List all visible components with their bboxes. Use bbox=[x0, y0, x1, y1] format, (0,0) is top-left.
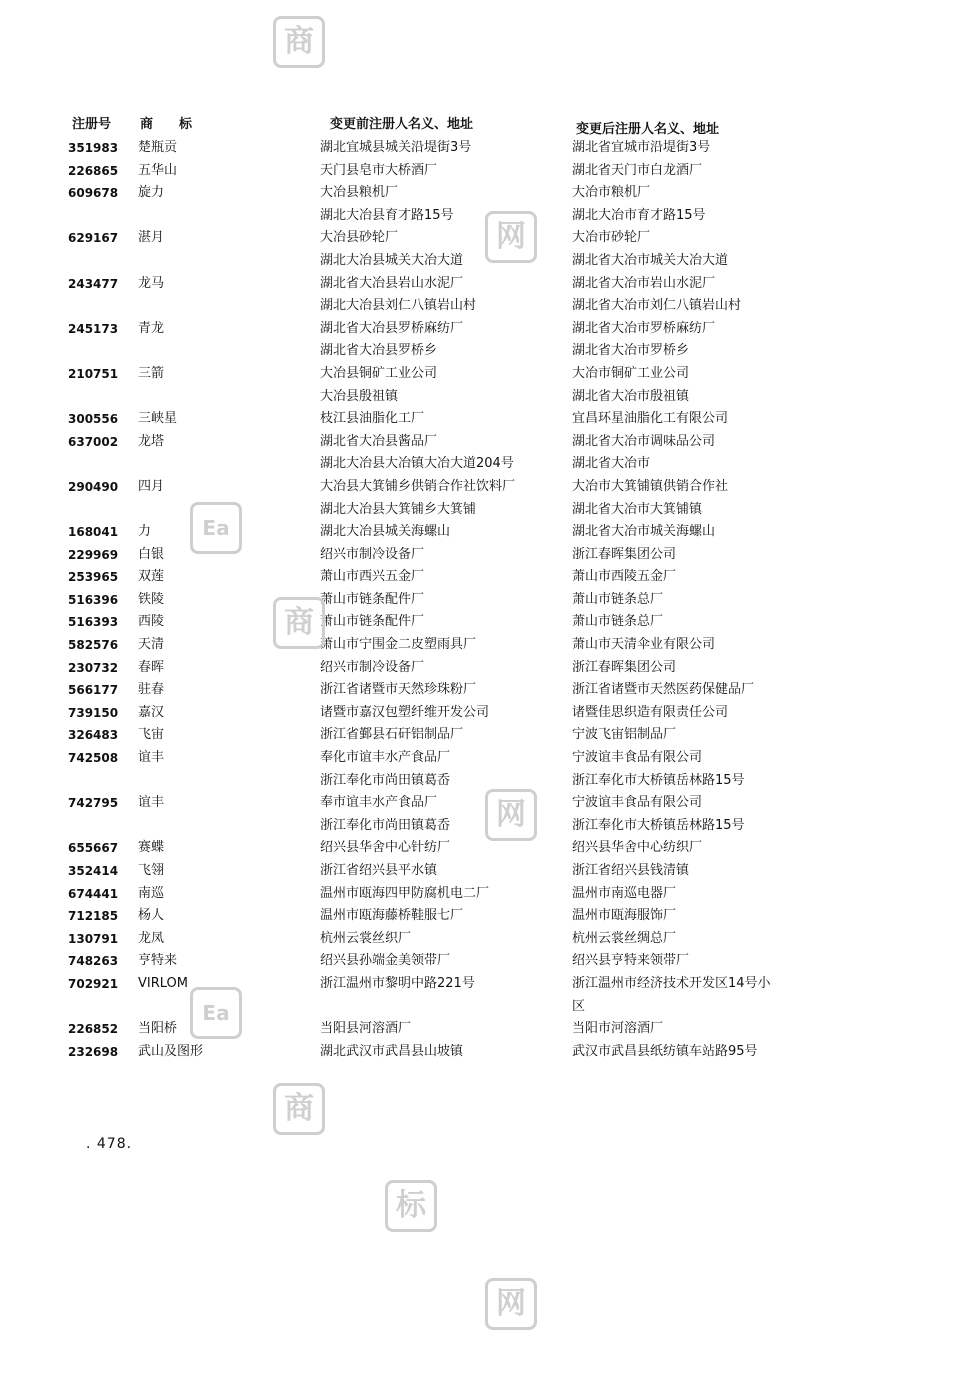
reg-number: 230732 bbox=[68, 660, 119, 675]
trademark-name: 当阳桥 bbox=[138, 1021, 178, 1037]
header-after: 变更后注册人名义、地址 bbox=[576, 122, 720, 137]
table-row bbox=[0, 295, 980, 318]
before-name-address: 浙江奉化市尚田镇葛岙 bbox=[320, 772, 451, 788]
before-name-address: 浙江省绍兴县平水镇 bbox=[320, 863, 438, 878]
before-name-address: 湖北省大冶县罗桥乡 bbox=[320, 343, 438, 359]
reg-number: 253965 bbox=[68, 570, 119, 585]
after-name-address: 浙江春晖集团公司 bbox=[572, 659, 677, 675]
after-name-address: 萧山市西陵五金厂 bbox=[572, 569, 677, 585]
table-row bbox=[0, 679, 980, 702]
after-name-address: 绍兴县华舍中心纺织厂 bbox=[572, 840, 703, 856]
watermark-icon: 网 bbox=[485, 789, 537, 841]
reg-number: 300556 bbox=[68, 412, 119, 427]
trademark-name: 湛月 bbox=[138, 230, 165, 246]
before-name-address: 萧山市链条配件厂 bbox=[320, 591, 425, 607]
after-name-address: 浙江奉化市大桥镇岳林路15号 bbox=[572, 772, 745, 788]
reg-number: 516396 bbox=[68, 592, 119, 607]
trademark-name: 飞翎 bbox=[138, 863, 165, 878]
reg-number: 566177 bbox=[68, 683, 119, 698]
table-row bbox=[0, 905, 980, 928]
before-name-address: 萧山市宁围金二皮塑雨具厂 bbox=[320, 637, 477, 653]
reg-number: 674441 bbox=[68, 886, 119, 901]
watermark-icon: 商 bbox=[273, 16, 325, 68]
after-name-address: 湖北省大冶市殷祖镇 bbox=[572, 388, 690, 404]
before-name-address: 萧山市链条配件厂 bbox=[320, 614, 425, 630]
table-row bbox=[0, 860, 980, 883]
after-name-address: 浙江省绍兴县钱清镇 bbox=[572, 863, 690, 878]
table-row bbox=[0, 544, 980, 567]
watermark-icon: 商 bbox=[273, 597, 325, 649]
before-name-address: 湖北大冶县刘仁八镇岩山村 bbox=[320, 298, 477, 314]
before-name-address: 湖北省大冶县酱品厂 bbox=[320, 433, 438, 449]
after-name-address: 湖北省大冶市城关海螺山 bbox=[572, 524, 716, 540]
trademark-name: 飞宙 bbox=[138, 727, 165, 743]
trademark-name: 三峡星 bbox=[138, 411, 178, 427]
watermark-icon: Ea bbox=[190, 502, 242, 554]
trademark-change-table bbox=[0, 137, 980, 1063]
reg-number: 226865 bbox=[68, 163, 119, 178]
before-name-address: 浙江温州市黎明中路221号 bbox=[320, 975, 475, 991]
reg-number: 130791 bbox=[68, 931, 119, 946]
table-row bbox=[0, 837, 980, 860]
table-row bbox=[0, 950, 980, 973]
trademark-name: 嘉汉 bbox=[138, 704, 165, 720]
trademark-name: 龙马 bbox=[138, 275, 165, 291]
reg-number: 210751 bbox=[68, 366, 119, 381]
reg-number: 516393 bbox=[68, 615, 119, 630]
before-name-address: 杭州云裳丝织厂 bbox=[320, 930, 412, 946]
after-name-address: 宁波谊丰食品有限公司 bbox=[572, 750, 703, 766]
table-row bbox=[0, 589, 980, 612]
after-name-address: 湖北省大冶市刘仁八镇岩山村 bbox=[572, 298, 742, 314]
after-name-address: 温州市瓯海服饰厂 bbox=[572, 908, 677, 924]
after-name-address: 浙江温州市经济技术开发区14号小 bbox=[572, 975, 771, 991]
table-row bbox=[0, 611, 980, 634]
before-name-address: 大冶县大箕铺乡供销合作社饮料厂 bbox=[320, 478, 516, 494]
before-name-address: 绍兴市制冷设备厂 bbox=[320, 546, 425, 562]
table-row bbox=[0, 431, 980, 454]
reg-number: 742508 bbox=[68, 751, 119, 766]
trademark-name: 龙凤 bbox=[138, 930, 165, 946]
after-name-address: 萧山市链条总厂 bbox=[572, 614, 664, 630]
trademark-name: 力 bbox=[138, 524, 152, 540]
after-name-address: 湖北省大冶市岩山水泥厂 bbox=[572, 275, 716, 291]
table-row bbox=[0, 883, 980, 906]
before-name-address: 当阳县河溶酒厂 bbox=[320, 1021, 412, 1037]
reg-number: 702921 bbox=[68, 976, 119, 991]
reg-number: 326483 bbox=[68, 728, 119, 743]
trademark-name: 赛蝶 bbox=[138, 840, 165, 856]
before-name-address: 湖北大冶县城关海螺山 bbox=[320, 524, 451, 540]
trademark-name: 白银 bbox=[138, 546, 165, 562]
reg-number: 637002 bbox=[68, 434, 119, 449]
before-name-address: 浙江奉化市尚田镇葛岙 bbox=[320, 817, 451, 833]
after-name-address: 湖北省大冶市 bbox=[572, 456, 651, 472]
trademark-name: 谊丰 bbox=[138, 750, 165, 766]
reg-number: 352414 bbox=[68, 864, 119, 878]
after-name-address: 浙江春晖集团公司 bbox=[572, 546, 677, 562]
trademark-name: 南巡 bbox=[138, 885, 165, 901]
after-name-address: 杭州云裳丝绸总厂 bbox=[572, 930, 677, 946]
reg-number: 712185 bbox=[68, 909, 119, 924]
after-name-address: 萧山市链条总厂 bbox=[572, 591, 664, 607]
reg-number: 245173 bbox=[68, 321, 119, 336]
before-name-address: 绍兴县孙端金美领带厂 bbox=[320, 953, 451, 969]
header-before: 变更前注册人名义、地址 bbox=[330, 117, 474, 132]
table-row bbox=[0, 521, 980, 544]
reg-number: 742795 bbox=[68, 796, 119, 811]
reg-number: 168041 bbox=[68, 525, 119, 540]
after-name-address: 宜昌环星油脂化工有限公司 bbox=[572, 411, 729, 427]
reg-number: 739150 bbox=[68, 705, 119, 720]
watermark-icon: 商 bbox=[273, 1083, 325, 1135]
trademark-name: 三箭 bbox=[138, 365, 165, 381]
after-name-address: 湖北省大冶市罗桥乡 bbox=[572, 343, 690, 359]
trademark-name: 武山及图形 bbox=[138, 1043, 204, 1059]
before-name-address: 大冶县砂轮厂 bbox=[320, 230, 399, 246]
table-row bbox=[0, 386, 980, 409]
after-name-address: 湖北省大冶市大箕铺镇 bbox=[572, 501, 703, 517]
before-name-address: 湖北省大冶县罗桥麻纺厂 bbox=[320, 320, 464, 336]
watermark-icon: 标 bbox=[385, 1180, 437, 1232]
after-name-address: 湖北大冶市育才路15号 bbox=[572, 207, 706, 223]
after-name-address: 大冶市铜矿工业公司 bbox=[572, 365, 690, 381]
table-row bbox=[0, 1018, 980, 1041]
before-name-address: 奉化市谊丰水产食品厂 bbox=[320, 750, 451, 766]
after-name-address: 湖北省天门市白龙酒厂 bbox=[572, 162, 703, 178]
trademark-name: 旋力 bbox=[138, 185, 165, 201]
after-name-address: 诸暨佳思织造有限责任公司 bbox=[572, 704, 729, 720]
table-row bbox=[0, 363, 980, 386]
after-name-address: 浙江奉化市大桥镇岳林路15号 bbox=[572, 817, 745, 833]
trademark-name: 杨人 bbox=[138, 908, 165, 924]
table-row bbox=[0, 340, 980, 363]
after-name-address: 浙江省诸暨市天然医药保健品厂 bbox=[572, 682, 755, 698]
reg-number: 609678 bbox=[68, 186, 119, 201]
before-name-address: 绍兴县华舍中心针纺厂 bbox=[320, 840, 451, 856]
after-name-address: 大冶市粮机厂 bbox=[572, 185, 651, 201]
reg-number: 629167 bbox=[68, 231, 119, 246]
trademark-name: 铁陵 bbox=[138, 591, 165, 607]
reg-number: 582576 bbox=[68, 638, 119, 653]
header-trademark: 商 标 bbox=[140, 117, 193, 132]
before-name-address: 大冶县铜矿工业公司 bbox=[320, 365, 438, 381]
before-name-address: 湖北省大冶县岩山水泥厂 bbox=[320, 275, 464, 291]
before-name-address: 湖北大冶县大箕铺乡大箕铺 bbox=[320, 501, 477, 517]
after-name-address: 区 bbox=[572, 998, 586, 1014]
after-name-address: 宁波谊丰食品有限公司 bbox=[572, 795, 703, 811]
trademark-name: 双莲 bbox=[138, 569, 165, 585]
after-name-address: 大冶市大箕铺镇供销合作社 bbox=[572, 478, 729, 494]
page-number: . 478. bbox=[86, 1136, 133, 1152]
before-name-address: 奉市谊丰水产食品厂 bbox=[320, 795, 438, 811]
reg-number: 232698 bbox=[68, 1044, 119, 1059]
trademark-name: VIRLOM bbox=[138, 975, 188, 991]
after-name-address: 湖北省大冶市城关大冶大道 bbox=[572, 252, 729, 268]
table-row bbox=[0, 273, 980, 296]
table-row bbox=[0, 408, 980, 431]
before-name-address: 湖北武汉市武昌县山坡镇 bbox=[320, 1043, 464, 1059]
table-row bbox=[0, 476, 980, 499]
table-row bbox=[0, 634, 980, 657]
after-name-address: 温州市南巡电器厂 bbox=[572, 885, 677, 901]
reg-number: 748263 bbox=[68, 954, 119, 969]
table-row bbox=[0, 566, 980, 589]
before-name-address: 湖北大冶县育才路15号 bbox=[320, 207, 454, 223]
table-row bbox=[0, 182, 980, 205]
table-row bbox=[0, 724, 980, 747]
table-row bbox=[0, 657, 980, 680]
table-row bbox=[0, 973, 980, 996]
watermark-icon: 网 bbox=[485, 1278, 537, 1330]
reg-number: 351983 bbox=[68, 141, 119, 155]
before-name-address: 诸暨市嘉汉包塑纤维开发公司 bbox=[320, 704, 490, 720]
table-row bbox=[0, 318, 980, 341]
before-name-address: 湖北宜城县城关沿堤街3号 bbox=[320, 140, 472, 155]
trademark-name: 四月 bbox=[138, 478, 165, 494]
table-row bbox=[0, 996, 980, 1019]
after-name-address: 武汉市武昌县纸纺镇车站路95号 bbox=[572, 1043, 758, 1059]
trademark-name: 青龙 bbox=[138, 320, 165, 336]
trademark-name: 楚瓶贡 bbox=[138, 140, 178, 155]
table-row bbox=[0, 160, 980, 183]
reg-number: 290490 bbox=[68, 479, 119, 494]
table-row bbox=[0, 747, 980, 770]
table-row bbox=[0, 499, 980, 522]
reg-number: 229969 bbox=[68, 547, 119, 562]
trademark-name: 天清 bbox=[138, 637, 165, 653]
after-name-address: 宁波飞宙铝制品厂 bbox=[572, 727, 677, 743]
before-name-address: 绍兴市制冷设备厂 bbox=[320, 659, 425, 675]
trademark-name: 五华山 bbox=[138, 162, 178, 178]
trademark-name: 驻春 bbox=[138, 682, 165, 698]
table-row bbox=[0, 928, 980, 951]
table-row bbox=[0, 453, 980, 476]
before-name-address: 天门县皂市大桥酒厂 bbox=[320, 162, 438, 178]
trademark-name: 龙塔 bbox=[138, 433, 165, 449]
before-name-address: 湖北大冶县城关大冶大道 bbox=[320, 252, 464, 268]
before-name-address: 湖北大冶县大冶镇大冶大道204号 bbox=[320, 456, 514, 472]
reg-number: 243477 bbox=[68, 276, 119, 291]
after-name-address: 湖北省大冶市罗桥麻纺厂 bbox=[572, 320, 716, 336]
before-name-address: 浙江省鄞县石矸铝制品厂 bbox=[320, 727, 464, 743]
table-row bbox=[0, 702, 980, 725]
table-row bbox=[0, 1041, 980, 1064]
after-name-address: 大冶市砂轮厂 bbox=[572, 230, 651, 246]
header-reg-no: 注册号 bbox=[72, 117, 112, 132]
table-row bbox=[0, 137, 980, 160]
trademark-name: 亨特来 bbox=[138, 953, 178, 969]
before-name-address: 枝江县油脂化工厂 bbox=[320, 411, 425, 427]
after-name-address: 湖北省大冶市调味品公司 bbox=[572, 433, 716, 449]
watermark-icon: Ea bbox=[190, 987, 242, 1039]
after-name-address: 湖北省宜城市沿堤街3号 bbox=[572, 140, 711, 155]
after-name-address: 萧山市天清伞业有限公司 bbox=[572, 637, 716, 653]
before-name-address: 温州市瓯海四甲防腐机电二厂 bbox=[320, 885, 490, 901]
after-name-address: 当阳市河溶酒厂 bbox=[572, 1021, 664, 1037]
trademark-name: 西陵 bbox=[138, 614, 165, 630]
before-name-address: 浙江省诸暨市天然珍珠粉厂 bbox=[320, 682, 477, 698]
reg-number: 226852 bbox=[68, 1022, 119, 1037]
trademark-name: 春晖 bbox=[138, 659, 165, 675]
reg-number: 655667 bbox=[68, 841, 119, 856]
before-name-address: 大冶县粮机厂 bbox=[320, 185, 399, 201]
before-name-address: 大冶县殷祖镇 bbox=[320, 388, 399, 404]
before-name-address: 温州市瓯海藤桥鞋服七厂 bbox=[320, 908, 464, 924]
before-name-address: 萧山市西兴五金厂 bbox=[320, 569, 425, 585]
watermark-icon: 网 bbox=[485, 211, 537, 263]
after-name-address: 绍兴县亨特来领带厂 bbox=[572, 953, 690, 969]
trademark-name: 谊丰 bbox=[138, 795, 165, 811]
